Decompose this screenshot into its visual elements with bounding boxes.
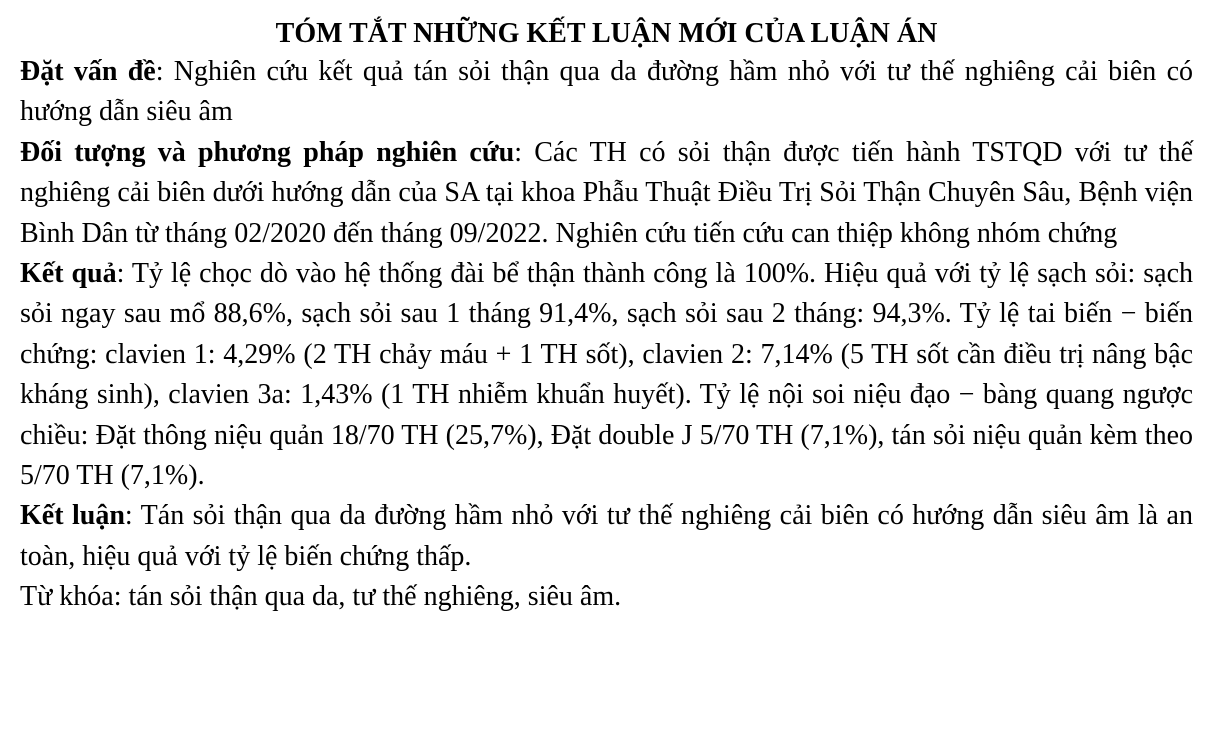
section-doi-tuong-phuong-phap bbox=[20, 133, 1193, 254]
section-label: Đặt vấn đề bbox=[20, 56, 156, 87]
section-ket-qua bbox=[20, 254, 1193, 496]
section-ket-luan bbox=[20, 496, 1193, 577]
section-dat-van-de bbox=[20, 52, 1193, 133]
document-title: TÓM TẮT NHỮNG KẾT LUẬN MỚI CỦA LUẬN ÁN bbox=[275, 18, 938, 49]
section-label: Kết luận bbox=[20, 500, 125, 532]
section-text: : Các TH có sỏi thận được tiến hành TSTQD với tư thế nghiêng cải biên dưới hướng dẫn của SA tại khoa Phẫu Thuật Điều Trị Sỏi Thận Chuyên Sâu, Bệnh viện Bình Dân từ tháng 02/2020 đến tháng 09/2022. Nghiên cứu tiến cứu can thiệp không nhóm chứng bbox=[20, 136, 1193, 249]
section-text: : Tỷ lệ chọc dò vào hệ thống đài bể thận thành công là 100%. Hiệu quả với tỷ lệ sạch sỏi: sạch sỏi ngay sau mổ 88,6%, sạch sỏi sau 1 tháng 91,4%, sạch sỏi sau 2 tháng: 94,3%. Tỷ lệ tai biến − biến chứng: clavien 1: 4,29% (2 TH chảy máu + 1 TH sốt), clavien 2: 7,14% (5 TH sốt cần điều trị nâng bậc kháng sinh), clavien 3a: 1,43% (1 TH nhiễm khuẩn huyết). Tỷ lệ nội soi niệu đạo − bàng quang ngược chiều: Đặt thông niệu quản 18/70 TH (25,7%), Đặt double J 5/70 TH (7,1%), tán sỏi niệu quản kèm theo 5/70 TH (7,1%). bbox=[20, 258, 1194, 492]
section-text: : Nghiên cứu kết quả tán sỏi thận qua da đường hầm nhỏ với tư thế nghiêng cải biên có hướng dẫn siêu âm bbox=[20, 56, 1193, 128]
keywords-line: Từ khóa: tán sỏi thận qua da, tư thế nghiêng, siêu âm. bbox=[20, 581, 622, 613]
section-label: Đối tượng và phương pháp nghiên cứu bbox=[20, 136, 515, 168]
section-text: : Tán sỏi thận qua da đường hầm nhỏ với tư thế nghiêng cải biên có hướng dẫn siêu âm là an toàn, hiệu quả với tỷ lệ biến chứng thấp. bbox=[20, 500, 1193, 572]
section-label: Kết quả bbox=[20, 258, 117, 290]
